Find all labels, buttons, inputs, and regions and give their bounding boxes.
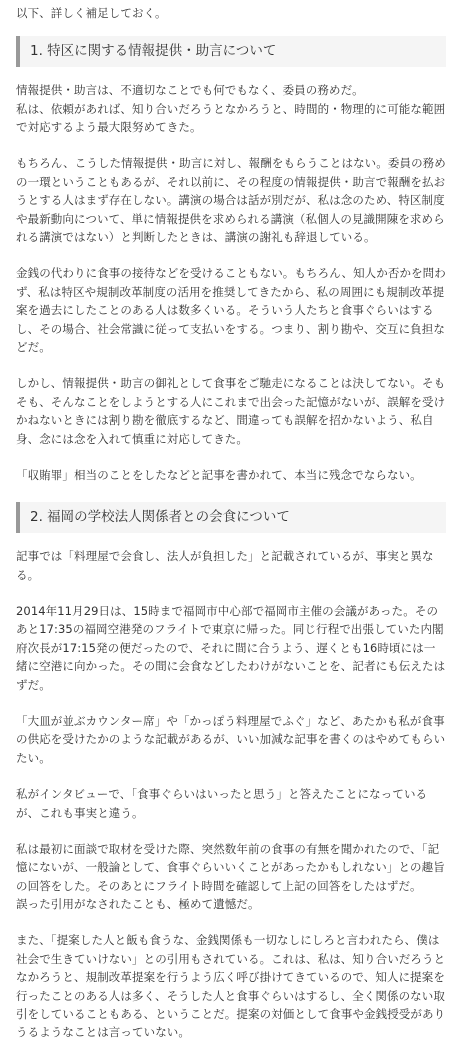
paragraph: 私がインタビューで、「食事ぐらいはいったと思う」と答えたことになっているが、これも事実と違う。 xyxy=(16,787,428,820)
intro-text: 以下、詳しく補足しておく。 xyxy=(16,6,167,20)
paragraph-line: 情報提供・助言は、不適切なことでも何でもなく、委員の務めだ。 xyxy=(16,83,364,98)
section-heading-2: 2. 福岡の学校法人関係者との会食について xyxy=(16,502,446,533)
paragraph: 金銭の代わりに食事の接待などを受けることもない。もちろん、知人か否かを問わず、私は特区や規制改革制度の活用を推奨してきたから、私の周囲にも規制改革提案を過去にしたことのある人は数多くいる。そういう人たちと食事ぐらいはするし、その場合、社会常識に従って支払いをする。つまり、割り勘や、交互に負担などだ。 xyxy=(16,266,446,354)
paragraph: 「収賄罪」相当のことをしたなどと記事を書かれて、本当に残念でならない。 xyxy=(16,467,422,482)
paragraph-line: 私は最初に面談で取材を受けた際、突然数年前の食事の有無を聞かれたので、「記憶にないが、一般論として、食事ぐらいいくことがあったかもしれない」との趣旨の回答をした。そのあとにフライト時間を確認して上記の回答をしたはずだ。 xyxy=(16,841,445,893)
paragraph: もちろん、こうした情報提供・助言に対し、報酬をもらうことはない。委員の務めの一環ということもあるが、それ以前に、その程度の情報提供・助言で報酬を払おうとする人はまず存在しない。講演の場合は話が別だが、私は念のため、特区制度や最新動向について、単に情報提供を求められる講演（私個人の見識開陳を求められる講演ではない）と判断したときは、講演の謝礼も辞退している。 xyxy=(16,156,446,245)
paragraph: 記事では「料理屋で会食し、法人が負担した」と記載されているが、事実と異なる。 xyxy=(16,549,434,582)
paragraph xyxy=(16,81,446,136)
paragraph-line: 誤った引用がなされたことも、極めて遺憾だ。 xyxy=(16,897,260,912)
paragraph: また、「提案した人と飯も食うな、金銭関係も一切なしにしろと言われたら、僕は社会で生きていけない」との引用もされている。これは、私は、知り合いだろうとなかろうと、規制改革提案を行うよう広く呼び掛けてきているので、知人に提案を行ったことのある人は多く、そうした人と食事ぐらいはするし、全く関係のない取引をしていることもある、ということだ。提案の対価として食事や金銭授受がありうるようなことは言っていない。 xyxy=(16,933,446,1040)
paragraph: しかし、情報提供・助言の御礼として食事をご馳走になることは決してない。そもそも、そんなことをしようとする人にこれまで出会った記憶がないが、誤解を受けかねないときには割り勘を徹底するなど、間違っても誤解を招かないよう、私自身、念には念を入れて慎重に対応してきた。 xyxy=(16,376,446,446)
section-heading-1: 1. 特区に関する情報提供・助言について xyxy=(16,36,446,67)
paragraph: 「大皿が並ぶカウンター席」や「かっぽう料理屋でふぐ」など、あたかも私が食事の供応を受けたかのような記載があるが、いい加減な記事を書くのはやめてもらいたい。 xyxy=(16,713,446,765)
paragraph: 2014年11月29日は、15時まで福岡市中心部で福岡市主催の会議があった。そのあと17:35の福岡空港発のフライトで東京に帰った。同じ行程で出張していた内閣府次長が17:15発の便だったので、それに間に合うよう、遅くとも16時頃には一緒に空港に向かった。その間に会食などしたわけがないことを、記者にも伝えたはずだ。 xyxy=(16,603,446,692)
paragraph xyxy=(16,840,446,914)
paragraph-line: 私は、依頼があれば、知り合いだろうとなかろうと、時間的・物理的に可能な範囲で対応するよう最大限努めてきた。 xyxy=(16,101,446,135)
